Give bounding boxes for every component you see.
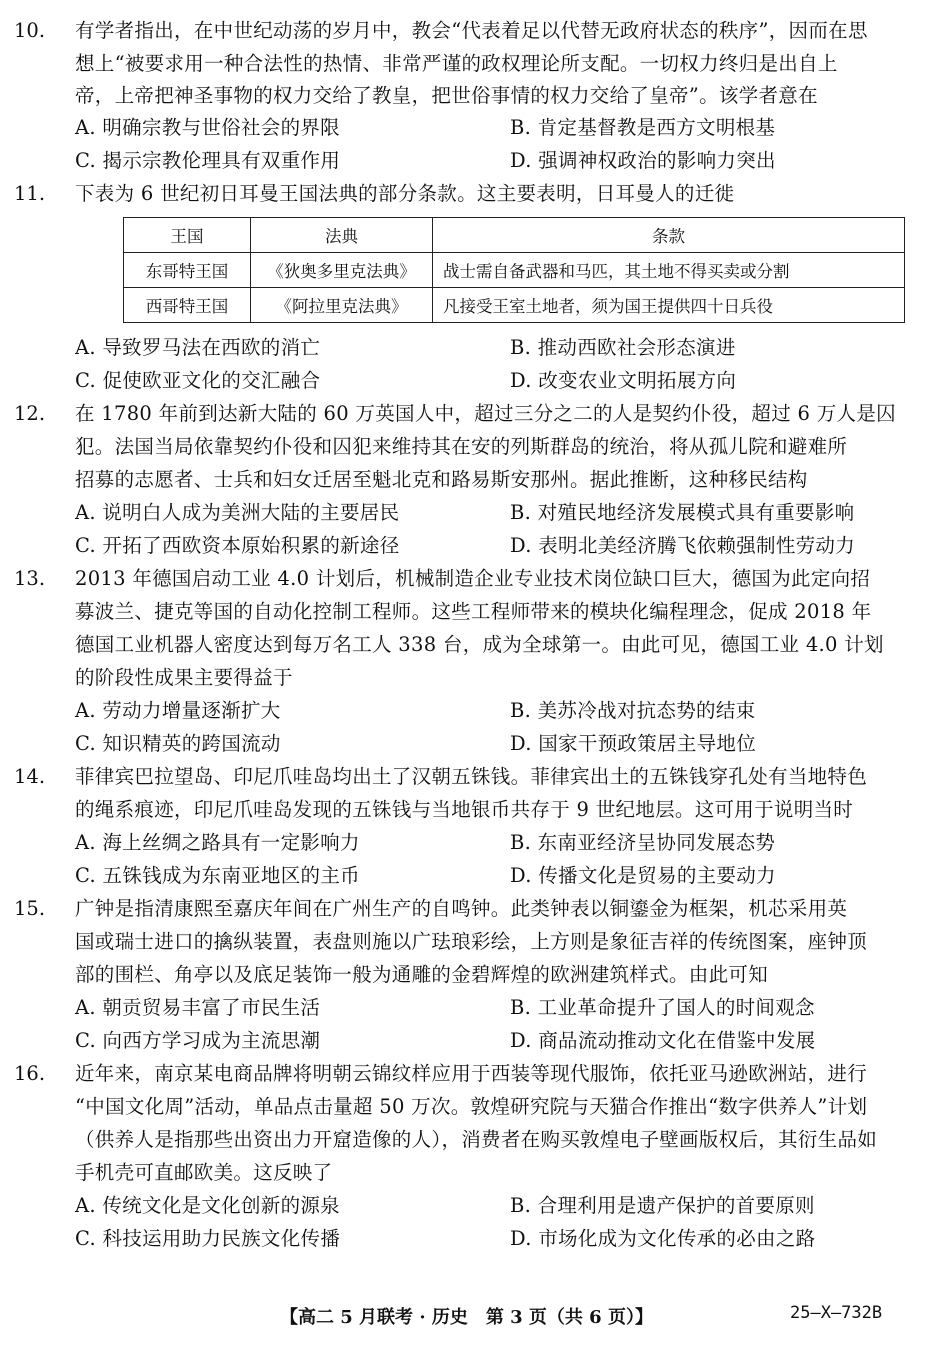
table-row <box>124 288 905 323</box>
question-16-option-c: C. 科技运用助力民族文化传播 <box>75 1227 341 1250</box>
table-cell: 《阿拉里克法典》 <box>251 288 433 323</box>
question-12-line-3: 招募的志愿者、士兵和妇女迁居至魁北克和路易斯安那州。据此推断，这种移民结构 <box>75 468 808 491</box>
question-14-number: 14. <box>14 765 46 788</box>
question-11-option-c: C. 促使欧亚文化的交汇融合 <box>75 369 321 392</box>
question-15-line-2: 国或瑞士进口的擒纵装置，表盘则施以广珐琅彩绘，上方则是象征吉祥的传统图案，座钟顶 <box>75 930 868 953</box>
question-10-option-c: C. 揭示宗教伦理具有双重作用 <box>75 149 341 172</box>
question-12-number: 12. <box>14 402 46 425</box>
question-10-line-3: 帝，上帝把神圣事物的权力交给了教皇，把世俗事情的权力交给了皇帝”。该学者意在 <box>75 84 818 107</box>
question-12-line-1: 在 1780 年前到达新大陆的 60 万英国人中，超过三分之二的人是契约仆役，超过 6 万人是囚 <box>75 402 896 425</box>
question-13-line-4: 的阶段性成果主要得益于 <box>75 666 293 689</box>
question-13-line-1: 2013 年德国启动工业 4.0 计划后，机械制造企业专业技术岗位缺口巨大，德国为此定向招 <box>75 567 871 590</box>
question-14-option-a: A. 海上丝绸之路具有一定影响力 <box>75 831 360 854</box>
page-footer-info: 【高二 5 月联考 · 历史 第 3 页（共 6 页）】 <box>280 1307 653 1328</box>
table-header-cell: 法典 <box>251 218 433 253</box>
question-12-option-a: A. 说明白人成为美洲大陆的主要居民 <box>75 501 400 524</box>
question-16-line-2: “中国文化周”活动，单品点击量超 50 万次。敦煌研究院与天猫合作推出“数字供养人”计划 <box>75 1095 868 1118</box>
question-12-line-2: 犯。法国当局依靠契约仆役和囚犯来维持其在安的列斯群岛的统治，将从孤儿院和避难所 <box>75 435 848 458</box>
question-10-line-1: 有学者指出，在中世纪动荡的岁月中，教会“代表着足以代替无政府状态的秩序”，因而在思 <box>75 19 868 42</box>
question-10-option-a: A. 明确宗教与世俗社会的界限 <box>75 116 340 139</box>
question-10-line-2: 想上“被要求用一种合法性的热情、非常严谨的政权理论所支配。一切权力终归是出自上 <box>75 52 838 75</box>
question-15-option-a: A. 朝贡贸易丰富了市民生活 <box>75 996 321 1019</box>
question-13-option-c: C. 知识精英的跨国流动 <box>75 732 281 755</box>
question-15-option-c: C. 向西方学习成为主流思潮 <box>75 1029 321 1052</box>
question-16-option-a: A. 传统文化是文化创新的源泉 <box>75 1194 340 1217</box>
question-15-option-b: B. 工业革命提升了国人的时间观念 <box>510 996 815 1019</box>
question-13-option-d: D. 国家干预政策居主导地位 <box>510 732 757 755</box>
table-header-row <box>124 218 905 253</box>
question-15-option-d: D. 商品流动推动文化在借鉴中发展 <box>510 1029 816 1052</box>
question-11-line-1: 下表为 6 世纪初日耳曼王国法典的部分条款。这主要表明，日耳曼人的迁徙 <box>75 182 735 205</box>
table-cell: 战士需自备武器和马匹，其土地不得买卖或分割 <box>433 253 905 288</box>
question-13-line-3: 德国工业机器人密度达到每万名工人 338 台，成为全球第一。由此可见，德国工业 4.0 计划 <box>75 633 884 656</box>
question-10-option-d: D. 强调神权政治的影响力突出 <box>510 149 776 172</box>
question-14-option-c: C. 五铢钱成为东南亚地区的主币 <box>75 864 360 887</box>
table-cell: 凡接受王室土地者，须为国王提供四十日兵役 <box>433 288 905 323</box>
question-11-option-b: B. 推动西欧社会形态演进 <box>510 336 736 359</box>
question-10-option-b: B. 肯定基督教是西方文明根基 <box>510 116 776 139</box>
table-cell: 西哥特王国 <box>124 288 251 323</box>
question-14-option-d: D. 传播文化是贸易的主要动力 <box>510 864 776 887</box>
question-16-line-1: 近年来，南京某电商品牌将明朝云锦纹样应用于西装等现代服饰，依托亚马逊欧洲站，进行 <box>75 1062 868 1085</box>
law-code-table <box>123 217 905 323</box>
question-13-option-b: B. 美苏冷战对抗态势的结束 <box>510 699 756 722</box>
paper-code: 25—X—732B <box>790 1303 883 1323</box>
question-16-option-b: B. 合理利用是遗产保护的首要原则 <box>510 1194 815 1217</box>
question-14-line-2: 的绳系痕迹，印尼爪哇岛发现的五铢钱与当地银币共存于 9 世纪地层。这可用于说明当时 <box>75 798 854 821</box>
table-header-cell: 王国 <box>124 218 251 253</box>
question-16-line-3: （供养人是指那些出资出力开窟造像的人），消费者在购买敦煌电子壁画版权后，其衍生品如 <box>75 1128 878 1151</box>
question-12-option-d: D. 表明北美经济腾飞依赖强制性劳动力 <box>510 534 856 557</box>
question-15-line-3: 部的围栏、角亭以及底足装饰一般为通雕的金碧辉煌的欧洲建筑样式。由此可知 <box>75 963 769 986</box>
question-11-number: 11. <box>14 182 46 205</box>
table-row <box>124 253 905 288</box>
question-12-option-b: B. 对殖民地经济发展模式具有重要影响 <box>510 501 855 524</box>
question-12-option-c: C. 开拓了西欧资本原始积累的新途径 <box>75 534 400 557</box>
question-16-option-d: D. 市场化成为文化传承的必由之路 <box>510 1227 816 1250</box>
question-14-option-b: B. 东南亚经济呈协同发展态势 <box>510 831 776 854</box>
question-15-line-1: 广钟是指清康熙至嘉庆年间在广州生产的自鸣钟。此类钟表以铜鎏金为框架，机芯采用英 <box>75 897 848 920</box>
table-header-cell: 条款 <box>433 218 905 253</box>
question-11-option-d: D. 改变农业文明拓展方向 <box>510 369 737 392</box>
question-13-line-2: 募波兰、捷克等国的自动化控制工程师。这些工程师带来的模块化编程理念，促成 2018 年 <box>75 600 872 623</box>
question-16-line-4: 手机壳可直邮欧美。这反映了 <box>75 1161 333 1184</box>
question-13-option-a: A. 劳动力增量逐渐扩大 <box>75 699 281 722</box>
question-14-line-1: 菲律宾巴拉望岛、印尼爪哇岛均出土了汉朝五铢钱。菲律宾出土的五铢钱穿孔处有当地特色 <box>75 765 868 788</box>
table-cell: 东哥特王国 <box>124 253 251 288</box>
question-10-number: 10. <box>14 19 46 42</box>
question-13-number: 13. <box>14 567 46 590</box>
table-cell: 《狄奥多里克法典》 <box>251 253 433 288</box>
question-15-number: 15. <box>14 897 46 920</box>
question-16-number: 16. <box>14 1062 46 1085</box>
question-11-option-a: A. 导致罗马法在西欧的消亡 <box>75 336 321 359</box>
